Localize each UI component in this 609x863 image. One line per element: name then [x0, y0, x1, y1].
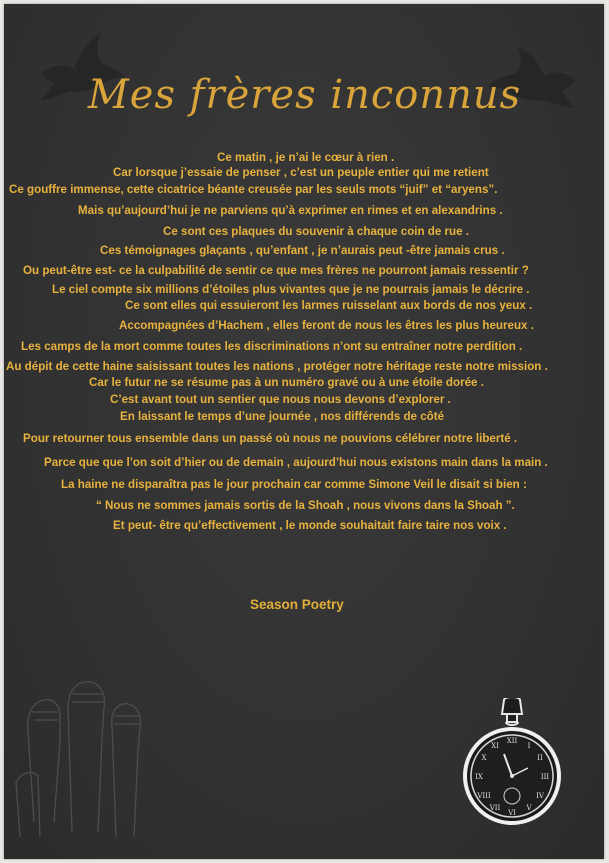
svg-text:V: V	[526, 804, 532, 812]
svg-text:X: X	[481, 754, 487, 762]
poem-line: Le ciel compte six millions d’étoiles plus vivantes que je ne pourrais jamais le décrire .	[52, 283, 530, 296]
svg-text:IV: IV	[536, 792, 544, 800]
poem-line: Les camps de la mort comme toutes les discriminations n’ont su entraîner notre perdition .	[21, 340, 523, 353]
svg-text:VI: VI	[508, 809, 516, 817]
poem-line: Ce sont elles qui essuieront les larmes ruisselant aux bords de nos yeux .	[125, 299, 533, 312]
poem-line: Ce matin , je n’ai le cœur à rien .	[217, 151, 395, 164]
poem-title: Mes frères inconnus	[87, 72, 522, 118]
poem-line: Ces témoignages glaçants , qu’enfant , je n’aurais peut -être jamais crus .	[100, 244, 505, 257]
poem-line: Mais qu’aujourd’hui je ne parviens qu’à exprimer en rimes et en alexandrins .	[78, 204, 503, 217]
poem-line: En laissant le temps d’une journée , nos différends de côté	[120, 410, 445, 423]
raised-fists-icon	[14, 672, 154, 842]
poem-line: Car lorsque j’essaie de penser , c’est un peuple entier qui me retient	[113, 166, 489, 179]
svg-text:VII: VII	[489, 804, 501, 812]
signature: Season Poetry	[250, 597, 344, 612]
pocket-watch-icon	[462, 698, 562, 838]
poem-line: Car le futur ne se résume pas à un numéro gravé ou à une étoile dorée .	[89, 376, 484, 389]
poem-line: Et peut- être qu’effectivement , le monde souhaitait faire taire nos voix .	[113, 519, 507, 532]
poem-line: Ou peut-être est- ce la culpabilité de sentir ce que mes frères ne pourront jamais ressentir ?	[23, 264, 529, 277]
poem-line: Au dépit de cette haine saisissant toutes les nations , protéger notre héritage reste notre mission .	[6, 360, 548, 373]
poem-line: C’est avant tout un sentier que nous nous devons d’explorer .	[110, 393, 451, 406]
poem-line: Ce sont ces plaques du souvenir à chaque coin de rue .	[163, 225, 470, 238]
poem-line: Parce que que l’on soit d’hier ou de demain , aujourd’hui nous existons main dans la main .	[44, 456, 548, 469]
svg-text:II: II	[537, 754, 543, 762]
poem-line: “ Nous ne sommes jamais sortis de la Shoah , nous vivons dans la Shoah ”.	[96, 499, 515, 512]
svg-text:XI: XI	[491, 742, 499, 750]
poem-line: Accompagnées d’Hachem , elles feront de nous les êtres les plus heureux .	[119, 319, 534, 332]
svg-text:VIII: VIII	[477, 792, 491, 800]
svg-text:I: I	[527, 742, 531, 750]
svg-text:III: III	[540, 773, 550, 781]
poem-line: Ce gouffre immense, cette cicatrice béante creusée par les seuls mots “juif” et “aryens”.	[9, 183, 498, 196]
svg-text:XII: XII	[506, 737, 518, 745]
svg-text:IX: IX	[475, 773, 483, 781]
poem-line: Pour retourner tous ensemble dans un passé où nous ne pouvions célébrer notre liberté .	[23, 432, 518, 445]
poem-line: La haine ne disparaîtra pas le jour prochain car comme Simone Veil le disait si bien :	[61, 478, 527, 491]
